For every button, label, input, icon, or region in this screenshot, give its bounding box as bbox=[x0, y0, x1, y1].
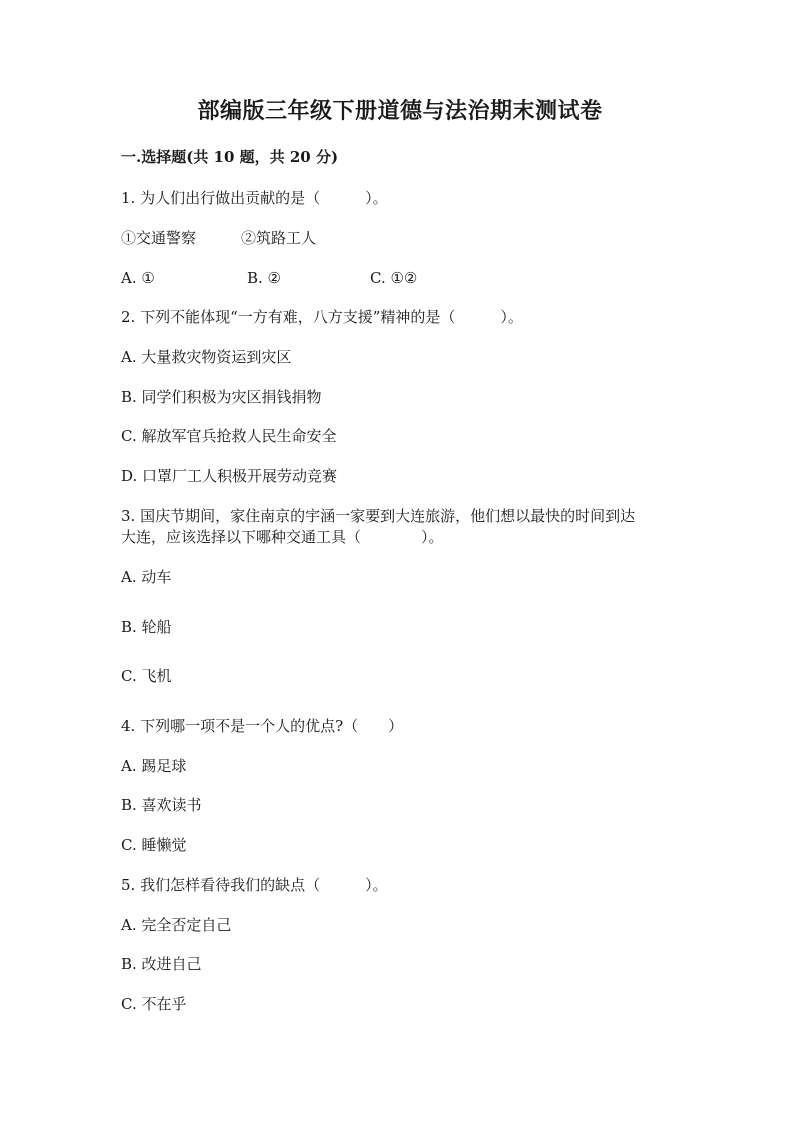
question-4-option-b: B. 喜欢读书 bbox=[121, 796, 202, 814]
question-5-option-c: C. 不在乎 bbox=[121, 995, 187, 1013]
question-1-option-c: C. ①② bbox=[370, 269, 418, 287]
question-3-stem-line-1: 3. 国庆节期间，家住南京的宇涵一家要到大连旅游，他们想以最快的时间到达 bbox=[121, 507, 636, 525]
page-title: 部编版三年级下册道德与法治期末测试卷 bbox=[197, 98, 603, 124]
question-1-note: ①交通警察 ②筑路工人 bbox=[121, 229, 317, 247]
question-4-option-a: A. 踢足球 bbox=[121, 757, 187, 775]
question-3-option-a: A. 动车 bbox=[121, 568, 172, 586]
question-1-option-b: B. ② bbox=[247, 269, 282, 287]
section-heading: 一.选择题(共 10 题，共 20 分) bbox=[121, 148, 339, 166]
question-5-option-b: B. 改进自己 bbox=[121, 955, 202, 973]
question-2-option-b: B. 同学们积极为灾区捐钱捐物 bbox=[121, 388, 322, 406]
question-3-stem-line-2: 大连，应该选择以下哪种交通工具（ ）。 bbox=[121, 528, 444, 546]
question-2-option-a: A. 大量救灾物资运到灾区 bbox=[121, 348, 292, 366]
question-4-stem: 4. 下列哪一项不是一个人的优点?（ ） bbox=[121, 717, 404, 735]
question-5-stem: 5. 我们怎样看待我们的缺点（ ）。 bbox=[121, 876, 388, 894]
question-1-stem: 1. 为人们出行做出贡献的是（ ）。 bbox=[121, 189, 388, 207]
question-2-stem: 2. 下列不能体现“一方有难，八方支援”精神的是（ ）。 bbox=[121, 308, 523, 326]
question-3-option-c: C. 飞机 bbox=[121, 667, 172, 685]
question-5-option-a: A. 完全否定自己 bbox=[121, 916, 232, 934]
question-3-option-b: B. 轮船 bbox=[121, 618, 172, 636]
question-1-option-a: A. ① bbox=[121, 269, 155, 287]
question-2-option-c: C. 解放军官兵抢救人民生命安全 bbox=[121, 427, 337, 445]
question-2-option-d: D. 口罩厂工人积极开展劳动竞赛 bbox=[121, 467, 338, 485]
question-4-option-c: C. 睡懒觉 bbox=[121, 836, 187, 854]
